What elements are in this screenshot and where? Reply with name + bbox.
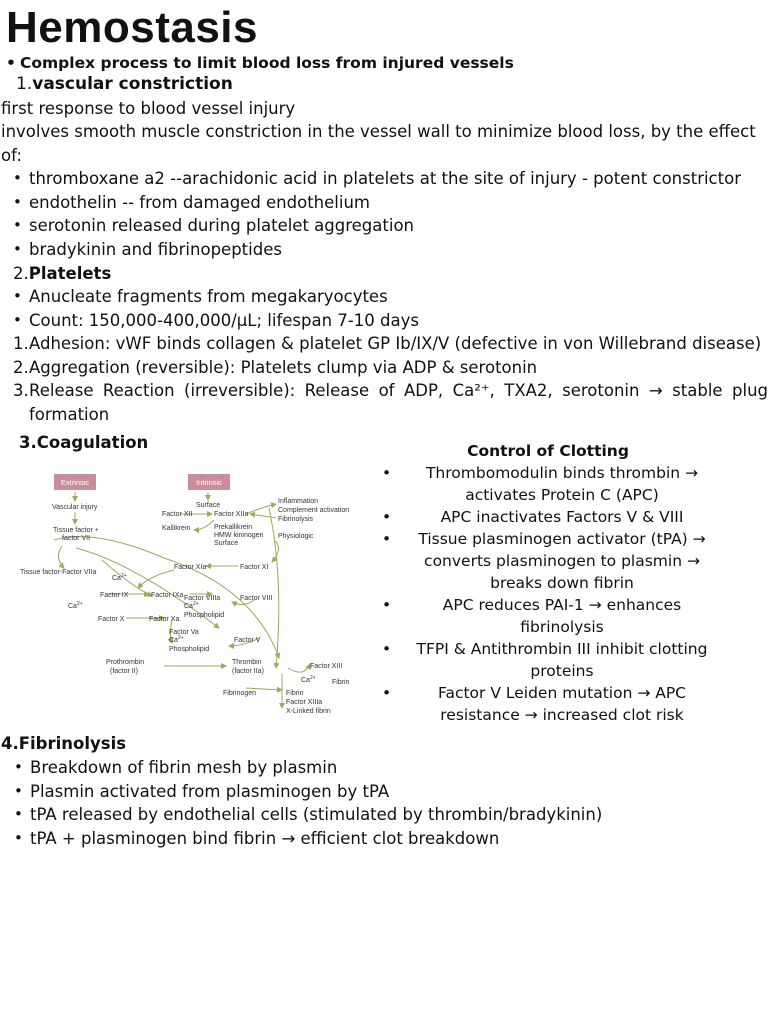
s2-bullet-list xyxy=(29,285,419,332)
kallikrein-label: Kallikrein xyxy=(162,525,191,532)
surface-label-2: Surface xyxy=(214,540,239,547)
fibrin-out-label: Fibrin xyxy=(286,690,304,697)
bullet-dot: • xyxy=(382,530,392,548)
item-number: 1. xyxy=(13,334,29,353)
s2-numbered-list xyxy=(13,332,768,426)
list-item xyxy=(382,594,712,638)
fibrinogen-label: Fibrinogen xyxy=(223,690,257,697)
list-item: • tPA released by endothelial cells (stimulated by thrombin/bradykinin) xyxy=(30,803,602,827)
section-number: 2. xyxy=(13,264,29,283)
list-item: • endothelin -- from damaged endothelium xyxy=(29,191,741,215)
factor-x-label: Factor X xyxy=(98,616,125,623)
factor-xiia-label: Factor XIIa xyxy=(214,511,249,518)
factor-xiiia-label: Factor XIIIa xyxy=(286,699,323,706)
ca-text: Ca xyxy=(169,637,178,644)
list-item: • Breakdown of fibrin mesh by plasmin xyxy=(30,756,602,780)
bullet-dot: • xyxy=(382,464,392,482)
section-4-heading: 4.Fibrinolysis xyxy=(1,734,127,753)
factor-v-label: Factor V xyxy=(234,637,261,644)
phospholipid-label: Phospholipid xyxy=(184,612,225,619)
calcium-label-3 xyxy=(68,601,83,610)
list-item: • serotonin released during platelet aggregation xyxy=(29,214,741,238)
ca-superscript: 2+ xyxy=(76,601,83,607)
calcium-label-4 xyxy=(169,635,184,644)
list-item: • Plasmin activated from plasminogen by tPA xyxy=(30,780,602,804)
item-line: proteins xyxy=(530,662,594,680)
fibrin-label: Fibrin xyxy=(332,679,350,686)
item-line: activates Protein C (APC) xyxy=(465,486,659,504)
section-title: Platelets xyxy=(28,264,112,283)
calcium-label xyxy=(112,573,127,582)
tissue-factor-label: Tissue factor + xyxy=(53,527,99,534)
page-title: Hemostasis xyxy=(6,3,259,52)
calcium-label-2 xyxy=(184,601,199,610)
surface-label: Surface xyxy=(196,502,221,509)
section-2-heading xyxy=(13,262,111,286)
list-item: • tPA + plasminogen bind fibrin → efficient clot breakdown xyxy=(30,827,602,851)
item-line: breaks down fibrin xyxy=(490,574,634,592)
list-item: • bradykinin and fibrinopeptides xyxy=(29,238,741,262)
section-number: 1. xyxy=(16,74,33,94)
thrombin-label: Thrombin xyxy=(232,659,262,666)
item-text: Adhesion: vWF binds collagen & platelet GP Ib/IX/V (defective in von Willebrand disease) xyxy=(29,334,762,353)
s1-line3: of: xyxy=(1,146,22,165)
prekallikrein-label: Prekallikrein xyxy=(214,524,253,531)
bullet-dot: • xyxy=(382,640,392,658)
item-line: Tissue plasminogen activator (tPA) → xyxy=(418,530,706,548)
vascular-injury-label: Vascular injury xyxy=(52,504,98,511)
item-line: resistance → increased clot risk xyxy=(440,706,684,724)
bullet-dot: • xyxy=(382,684,392,702)
s1-bullet-list xyxy=(29,167,741,261)
inflammation-label: Inflammation xyxy=(278,498,319,505)
list-item xyxy=(13,379,768,426)
list-item xyxy=(382,506,712,528)
item-number: 3. xyxy=(13,381,29,400)
bullet-dot: • xyxy=(6,54,16,72)
factor-va-label: Factor Va xyxy=(169,629,199,636)
extrinsic-label: Extrinsic xyxy=(60,478,90,487)
list-item xyxy=(382,528,712,594)
control-list xyxy=(382,462,712,726)
item-text: Aggregation (reversible): Platelets clump via ADP & serotonin xyxy=(29,357,538,377)
xlinked-fibrin-label: X-Linked fibrin xyxy=(286,708,331,715)
list-item xyxy=(13,332,768,356)
ca-text: Ca xyxy=(301,677,310,684)
item-line: converts plasminogen to plasmin → xyxy=(424,552,700,570)
factor-xa-label: Factor Xa xyxy=(149,616,180,623)
factor-xia-label: Factor XIa xyxy=(174,564,207,571)
item-text: Release Reaction (irreversible): Release of ADP, Ca²⁺, TXA2, serotonin → stable plug xyxy=(29,381,768,400)
list-item: • Anucleate fragments from megakaryocytes xyxy=(29,285,419,309)
factor-viiia-label: Factor VIIIa xyxy=(184,595,221,602)
ca-superscript: 2+ xyxy=(177,635,184,641)
physiologic-label: Physiologic xyxy=(278,533,314,540)
calcium-label-5 xyxy=(301,675,316,684)
factor-ix-label: Factor IX xyxy=(100,592,129,599)
section-title: vascular constriction xyxy=(32,74,233,94)
hmw-kininogen-label: HMW kininogen xyxy=(214,532,264,539)
ca-text: Ca xyxy=(112,575,121,582)
factor-xii-label: Factor XII xyxy=(162,511,193,518)
item-line: Factor V Leiden mutation → APC xyxy=(437,684,687,702)
item-line: Thrombomodulin binds thrombin → xyxy=(425,464,699,482)
s4-bullet-list xyxy=(30,756,602,850)
item-text-continued: formation xyxy=(29,404,110,424)
intrinsic-label: Intrinsic xyxy=(196,478,222,487)
bullet-dot: • xyxy=(382,508,392,526)
list-item xyxy=(382,682,712,726)
list-item: • Count: 150,000-400,000/μL; lifespan 7-10 days xyxy=(29,309,419,333)
section-3-heading: 3.Coagulation xyxy=(19,433,149,452)
item-line: fibrinolysis xyxy=(520,618,604,636)
factor-viii-label: Factor VIII xyxy=(240,595,273,602)
phospholipid-label-2: Phospholipid xyxy=(169,646,210,653)
item-line: TFPI & Antithrombin III inhibit clotting xyxy=(416,640,708,658)
intro-text: Complex process to limit blood loss from injured vessels xyxy=(20,54,514,72)
tf-viia-label: Tissue factor-Factor VIIa xyxy=(20,569,97,576)
ca-superscript: 2+ xyxy=(120,573,127,579)
list-item xyxy=(13,356,768,380)
list-item xyxy=(382,462,712,506)
list-item xyxy=(382,638,712,682)
prothrombin-label-2: (factor II) xyxy=(110,668,139,675)
ca-superscript: 2+ xyxy=(309,675,316,681)
tissue-factor-label-2: factor VII xyxy=(62,535,91,542)
factor-ixa-label: Factor IXa xyxy=(151,592,184,599)
s1-line2: involves smooth muscle constriction in the vessel wall to minimize blood loss, by the effect xyxy=(1,122,756,141)
ca-superscript: 2+ xyxy=(192,601,199,607)
bullet-dot: • xyxy=(382,596,392,614)
ca-text: Ca xyxy=(184,603,193,610)
item-line: APC inactivates Factors V & VIII xyxy=(440,508,684,526)
complement-label: Complement activation xyxy=(278,507,350,514)
factor-xi-label: Factor XI xyxy=(240,564,269,571)
section-1-heading xyxy=(16,72,233,96)
thrombin-label-2: (factor IIa) xyxy=(232,668,264,675)
ca-text: Ca xyxy=(68,603,77,610)
intro-bullet xyxy=(6,52,514,74)
item-line: APC reduces PAI-1 → enhances xyxy=(442,596,682,614)
item-number: 2. xyxy=(13,357,29,377)
coagulation-cascade-diagram xyxy=(14,468,364,720)
control-heading: Control of Clotting xyxy=(467,442,629,460)
factor-xiii-label: Factor XIII xyxy=(310,663,343,670)
list-item: • thromboxane a2 --arachidonic acid in platelets at the site of injury - potent constrictor xyxy=(29,167,741,191)
fibrinolysis-label: Fibrinolysis xyxy=(278,516,314,523)
s1-line1: first response to blood vessel injury xyxy=(1,99,296,118)
prothrombin-label: Prothrombin xyxy=(106,659,145,666)
